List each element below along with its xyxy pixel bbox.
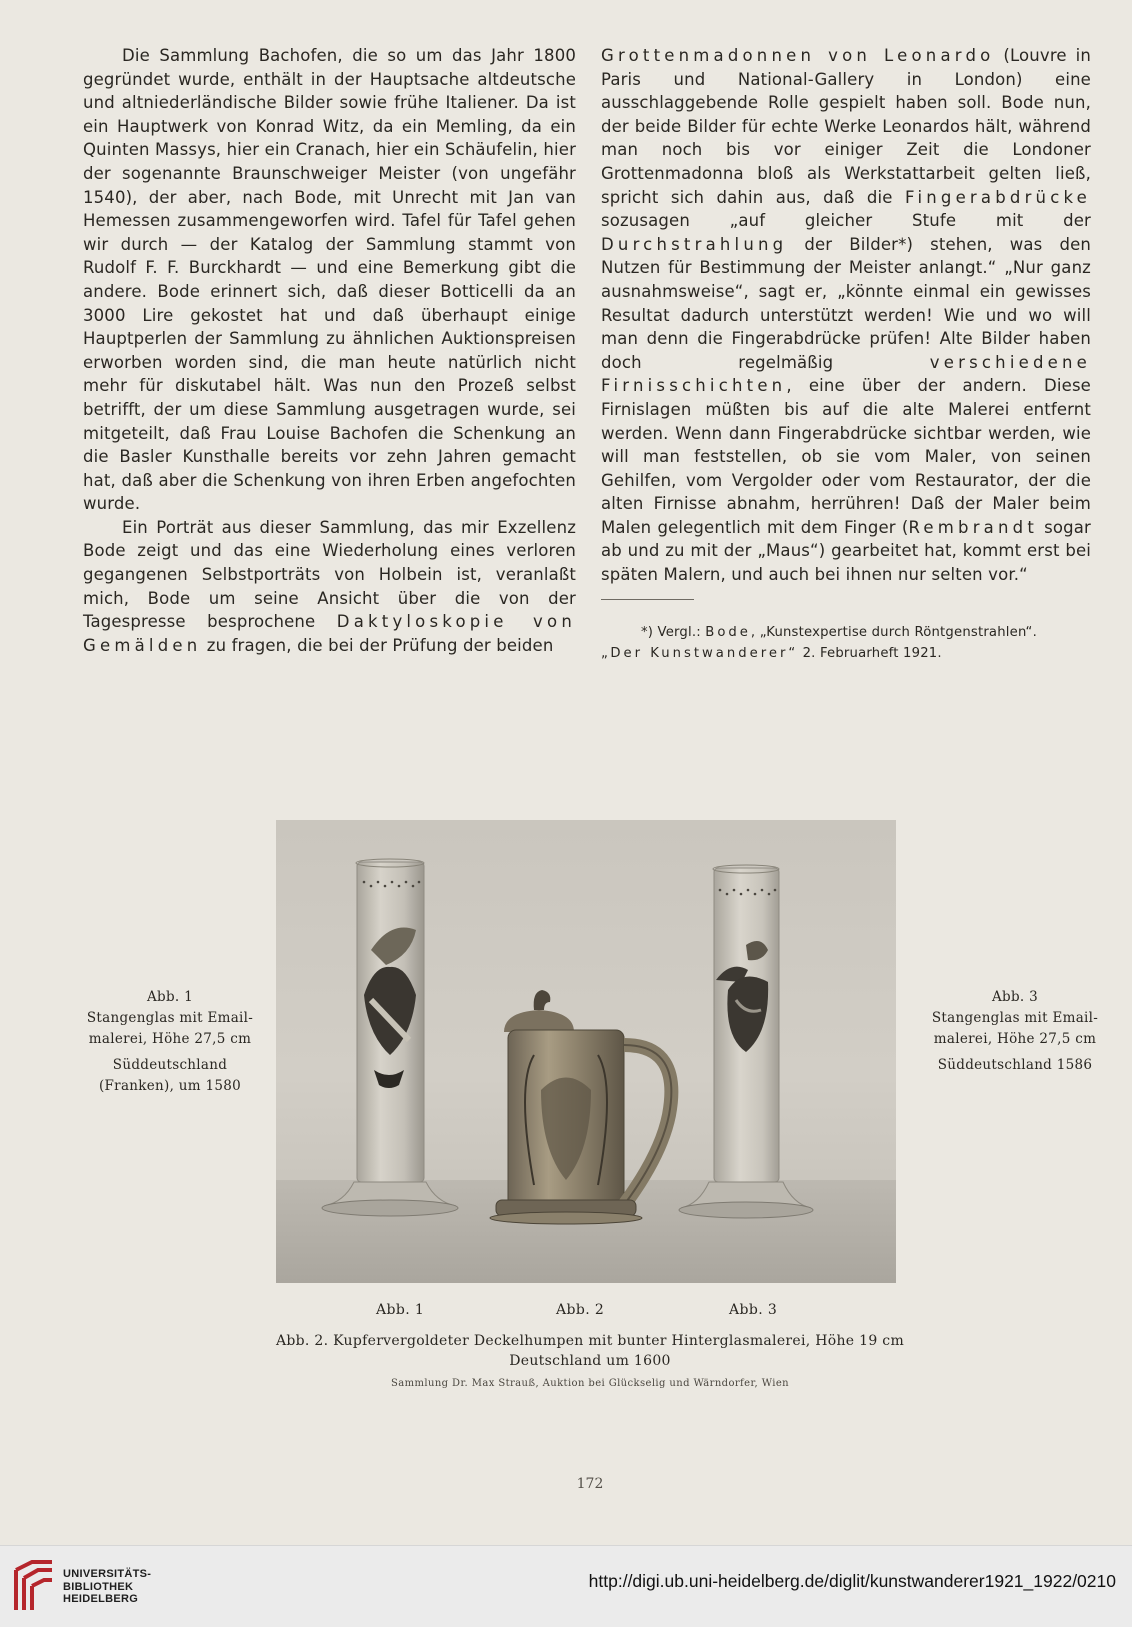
emphasized-text: Durchstrahlung — [601, 234, 788, 254]
text-run: sogar ab und zu mit der „Maus“) gearbeitet hat, kommt erst bei späten Malern, und auch bei ihnen nur selten vor.“ — [601, 517, 1091, 585]
logo-line: HEIDELBERG — [63, 1593, 139, 1605]
caption-abb2 — [240, 1331, 940, 1371]
caption-abb3 — [915, 987, 1115, 1076]
permalink-url[interactable]: http://digi.ub.uni-heidelberg.de/diglit/kunstwanderer1921_1922/0210 — [588, 1571, 1116, 1591]
glassware-photograph — [276, 820, 896, 1283]
photo-illustration — [276, 820, 896, 1283]
figure-label-1: Abb. 1 — [376, 1302, 425, 1318]
text-run: sozusagen „auf gleicher Stufe mit der — [601, 211, 1091, 231]
photo-credit: Sammlung Dr. Max Strauß, Auktion bei Glückselig und Wärndorfer, Wien — [391, 1378, 789, 1389]
text-run: , „Kunstexpertise durch Röntgenstrahlen“. — [750, 625, 1037, 640]
caption-line: Abb. 1 — [146, 989, 193, 1005]
paragraph: Die Sammlung Bachofen, die so um das Jahr 1800 gegründet wurde, enthält in der Hauptsache altdeutsche und altniederländische Bilder sowie frühe Italiener. Da ist ein Hauptwerk von Konrad Witz, da ein Memling, da ein Quinten Massys, hier ein Cranach, hier ein Schäufelin, hier der sogenannte Braunschweiger Meister (von ungefähr 1540), der aber, nach Bode, mit Unrecht mit Jan van Hemessen zusammengeworfen wird. Tafel für Tafel gehen wir durch — der Katalog der Sammlung stammt von Rudolf F. F. Burckhardt — und eine Bemerkung gibt die andere. Bode erinnert sich, daß dieser Botticelli da an 3000 Lire gekostet hat und daß überhaupt einige Hauptperlen der Sammlung zu ähnlichen Auktionspreisen erworben worden sind, die man heute natürlich nicht mehr für diskutabel hält. Was nun den Prozeß selbst betrifft, der um diese Sammlung ausgetragen wurde, sei mitgeteilt, daß Frau Louise Bachofen die Schenkung an die Basler Kunsthalle bereits vor zehn Jahren gemacht hat, daß aber die Schenkung von ihren Erben angefochten wurde. — [83, 46, 576, 514]
emphasized-text: Daktyloskopie von Gemälden — [83, 612, 576, 655]
emphasized-text: „Der Kunstwanderer“ — [601, 646, 799, 661]
caption-line: malerei, Höhe 27,5 cm — [933, 1031, 1097, 1047]
library-logo-icon — [12, 1558, 56, 1614]
text-run: der Bilder*) stehen, was den Nutzen für Bestimmung der Meister anlangt.“ „Nur ganz ausnahmsweise“, sagt er, „könnte einmal ein gewisses Resultat dadurch unterstützt werden! Wie und wo will man denn die Fingerabdrücke prüfen! Alte Bilder haben doch regelmäßig — [601, 234, 1091, 372]
caption-line: (Franken), um 1580 — [98, 1078, 242, 1094]
stangenglas-abb1 — [322, 859, 458, 1216]
page-number: 172 — [576, 1476, 604, 1492]
viewer-footer — [0, 1545, 1132, 1627]
logo-line: BIBLIOTHEK — [63, 1580, 134, 1593]
caption-line: Abb. 2. Kupfervergoldeter Deckelhumpen mit bunter Hinterglasmalerei, Höhe 19 cm — [275, 1333, 905, 1349]
emphasized-text: Rembrandt — [908, 517, 1038, 537]
caption-line: Deutschland um 1600 — [509, 1353, 671, 1369]
paragraph — [83, 516, 576, 658]
footnote-divider — [601, 599, 694, 600]
paragraph — [601, 44, 1091, 587]
article-column-right — [601, 44, 1091, 587]
caption-line: Süddeutschland 1586 — [937, 1057, 1093, 1073]
text-run: Ein Porträt aus dieser Sammlung, das mir Exzellenz Bode zeigt und das eine Wiederholung eines verloren gegangenen Selbstporträts von Holbein ist, veranlaßt mich, Bode um seine Ansicht über die von der Tagespresse besprochene — [83, 517, 576, 632]
caption-line: Stangenglas mit Email- — [931, 1010, 1099, 1026]
text-run: 2. Februarheft 1921. — [798, 646, 942, 661]
footnote-line — [601, 622, 1099, 643]
text-run: , eine über der andern. Diese Firnislagen müßten bis auf die alte Malerei entfernt werden. Wenn dann Fingerabdrücke sichtbar werden, wie will man feststellen, ob sie vom Maler, von seinen Gehilfen, vom Vergolder oder vom Restaurator, der die alten Firnisse abnahm, herrühren! Daß der Maler beim Malen gelegentlich mit dem Finger ( — [601, 376, 1091, 537]
emphasized-text: Fingerabdrücke — [904, 187, 1091, 207]
stangenglas-abb3 — [679, 865, 813, 1218]
footnote — [601, 622, 1099, 664]
footnote-line — [601, 643, 1099, 664]
emphasized-text: verschiedene Firnisschichten — [601, 352, 1091, 396]
caption-line: Abb. 3 — [991, 989, 1038, 1005]
emphasized-text: Grottenmadonnen von Leonardo — [601, 46, 995, 65]
text-run: (Louvre in Paris und National-Gallery in London) eine ausschlaggebende Rolle gespielt haben soll. Bode nun, der beide Bilder für echte Werke Leonardos hält, während man noch bis vor einiger Zeit die Londoner Grottenmadonna bloß als Werkstattarbeit gelten ließ, spricht sich dahin aus, daß die — [601, 46, 1091, 207]
logo-line: UNIVERSITÄTS- — [63, 1568, 152, 1580]
figure-label-3: Abb. 3 — [729, 1302, 778, 1318]
figure-label-2: Abb. 2 — [556, 1302, 605, 1318]
caption-line: malerei, Höhe 27,5 cm — [88, 1031, 252, 1047]
caption-line: Stangenglas mit Email- — [86, 1010, 254, 1026]
article-column-left — [83, 44, 576, 657]
library-logo-text — [63, 1568, 151, 1606]
text-run: zu fragen, die bei der Prüfung der beiden — [201, 635, 554, 655]
caption-line: Süddeutschland — [112, 1057, 228, 1073]
emphasized-text: Bode — [705, 625, 751, 640]
text-run: *) Vergl.: — [641, 625, 706, 640]
caption-abb1 — [80, 987, 260, 1097]
